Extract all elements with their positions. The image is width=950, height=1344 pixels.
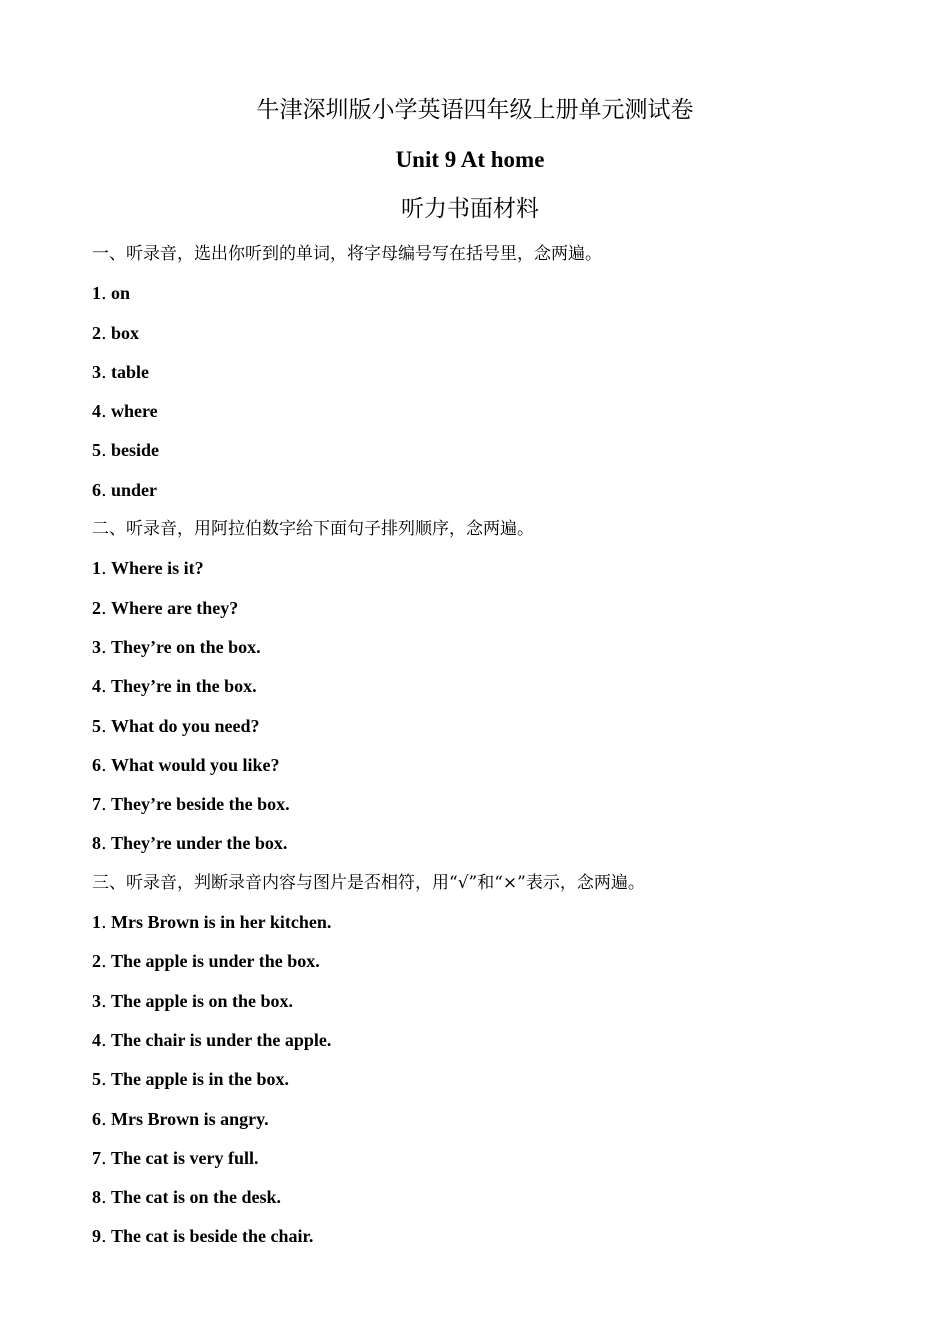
item-number: 2 <box>92 951 101 972</box>
unit-title: Unit 9 At home <box>395 147 545 172</box>
item-text: where <box>111 401 158 422</box>
list-item: 8. They’re under the box. <box>92 833 288 855</box>
section-heading-3: 三、听录音，判断录音内容与图片是否相符，用“√”和“×”表示，念两遍。 <box>92 872 645 893</box>
item-number: 4 <box>92 676 101 697</box>
item-number: 3 <box>92 990 101 1011</box>
section-heading-1: 一、听录音，选出你听到的单词，将字母编号写在括号里，念两遍。 <box>92 244 602 264</box>
list-item: 2. The apple is under the box. <box>92 951 320 973</box>
item-text: The cat is on the desk. <box>111 1187 282 1208</box>
item-text: What do you need? <box>111 715 260 736</box>
list-item: 6. Mrs Brown is angry. <box>92 1108 269 1130</box>
list-item: 9. The cat is beside the chair. <box>92 1226 314 1248</box>
item-number: 7 <box>92 1147 101 1168</box>
item-text: The apple is on the box. <box>111 990 294 1011</box>
list-item: 2. Where are they? <box>92 597 239 619</box>
item-text: The apple is in the box. <box>111 1069 290 1090</box>
item-text: The cat is very full. <box>111 1147 259 1168</box>
item-text: on <box>111 283 131 304</box>
list-item: 4. where <box>92 401 158 423</box>
item-number: 3 <box>92 636 101 657</box>
item-text: They’re on the box. <box>111 636 261 657</box>
list-item: 5. beside <box>92 440 160 462</box>
item-number: 5 <box>92 1069 101 1090</box>
item-text: Mrs Brown is in her kitchen. <box>111 912 332 933</box>
item-text: Where are they? <box>111 597 239 618</box>
item-text: beside <box>111 440 160 461</box>
list-item: 3. The apple is on the box. <box>92 990 294 1012</box>
item-number: 1 <box>92 912 101 933</box>
list-item: 1. Mrs Brown is in her kitchen. <box>92 912 332 934</box>
item-number: 1 <box>92 558 101 579</box>
item-text: The apple is under the box. <box>111 951 320 972</box>
item-number: 8 <box>92 833 101 854</box>
list-item: 3. table <box>92 361 149 383</box>
item-text: The cat is beside the chair. <box>111 1226 314 1247</box>
list-item: 3. They’re on the box. <box>92 636 261 658</box>
item-number: 6 <box>92 754 101 775</box>
list-item: 2. box <box>92 322 140 344</box>
item-text: The chair is under the apple. <box>111 1029 332 1050</box>
item-number: 5 <box>92 715 101 736</box>
item-text: table <box>111 361 149 382</box>
list-item: 7. They’re beside the box. <box>92 794 290 816</box>
item-number: 3 <box>92 361 101 382</box>
list-item: 5. What do you need? <box>92 715 260 737</box>
item-number: 5 <box>92 440 101 461</box>
list-item: 1. Where is it? <box>92 558 204 580</box>
list-item: 4. They’re in the box. <box>92 676 257 698</box>
item-text: box <box>111 322 140 343</box>
item-number: 1 <box>92 283 101 304</box>
item-text: They’re in the box. <box>111 676 257 697</box>
item-number: 8 <box>92 1187 101 1208</box>
document-title: 牛津深圳版小学英语四年级上册单元测试卷 <box>256 97 694 123</box>
list-item: 8. The cat is on the desk. <box>92 1187 282 1209</box>
item-text: under <box>111 479 158 500</box>
item-text: Mrs Brown is angry. <box>111 1108 269 1129</box>
item-number: 2 <box>92 597 101 618</box>
list-item: 5. The apple is in the box. <box>92 1069 290 1091</box>
item-number: 2 <box>92 322 101 343</box>
item-number: 6 <box>92 1108 101 1129</box>
item-number: 7 <box>92 794 101 815</box>
item-number: 4 <box>92 401 101 422</box>
item-number: 6 <box>92 479 101 500</box>
item-number: 4 <box>92 1029 101 1050</box>
item-number: 9 <box>92 1226 101 1247</box>
list-item: 6. What would you like? <box>92 754 280 776</box>
item-text: Where is it? <box>111 558 204 579</box>
item-text: What would you like? <box>111 754 280 775</box>
list-item: 1. on <box>92 283 131 305</box>
document-content <box>92 240 892 1262</box>
list-item: 4. The chair is under the apple. <box>92 1029 332 1051</box>
item-text: They’re beside the box. <box>111 794 290 815</box>
section-heading-2: 二、听录音，用阿拉伯数字给下面句子排列顺序，念两遍。 <box>92 519 534 540</box>
document-subtitle: 听力书面材料 <box>401 196 539 222</box>
list-item: 7. The cat is very full. <box>92 1147 259 1169</box>
item-text: They’re under the box. <box>111 833 288 854</box>
list-item: 6. under <box>92 479 158 501</box>
